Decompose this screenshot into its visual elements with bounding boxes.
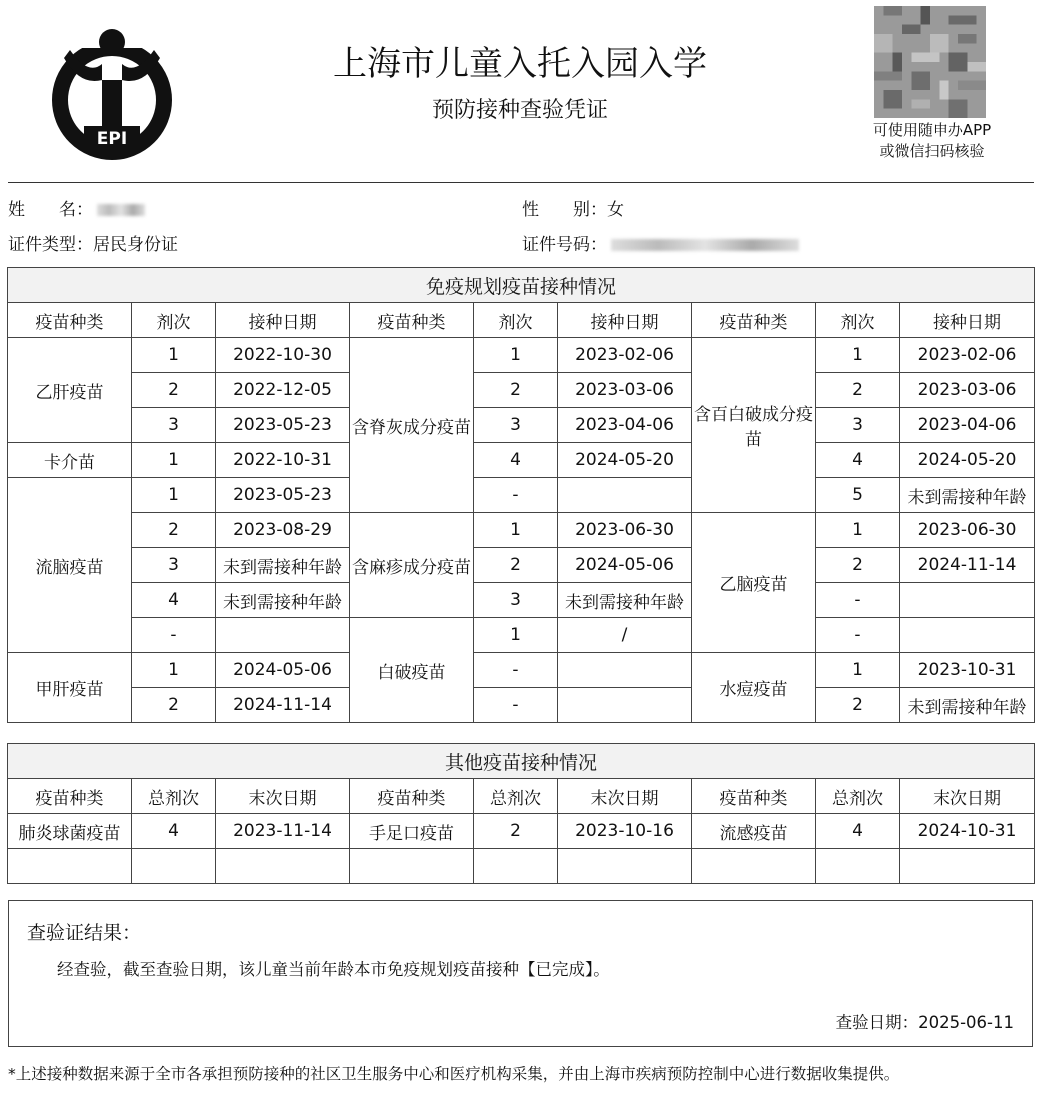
table-cell: 乙肝疫苗 [8, 338, 132, 443]
table-cell: 甲肝疫苗 [8, 653, 132, 723]
table-cell: 1 [474, 338, 558, 373]
table-cell: - [474, 653, 558, 688]
table-cell: 含麻疹成分疫苗 [350, 513, 474, 618]
table-cell: 3 [474, 408, 558, 443]
table-cell: 2022-10-31 [216, 443, 350, 478]
id-type-value: 居民身份证 [93, 235, 178, 255]
id-number-row [522, 230, 799, 255]
table-cell: 流感疫苗 [692, 814, 816, 849]
table-row [8, 548, 1035, 583]
table-cell: 3 [132, 408, 216, 443]
table-cell: 2023-10-31 [900, 653, 1035, 688]
table-cell: 2023-03-06 [558, 373, 692, 408]
table-cell: 白破疫苗 [350, 618, 474, 723]
table-cell: - [816, 583, 900, 618]
table-cell: 2023-05-23 [216, 408, 350, 443]
table-cell: 未到需接种年龄 [216, 548, 350, 583]
table-cell: 2 [816, 548, 900, 583]
table-cell [900, 849, 1035, 884]
table-cell: 4 [132, 814, 216, 849]
table-cell: 2023-02-06 [900, 338, 1035, 373]
table-cell: 1 [474, 618, 558, 653]
table-cell: 疫苗种类 [8, 779, 132, 814]
table-cell: 手足口疫苗 [350, 814, 474, 849]
table-cell: 2024-05-20 [900, 443, 1035, 478]
table-cell: 末次日期 [558, 779, 692, 814]
table-cell [900, 583, 1035, 618]
check-date-label: 查验日期： [835, 1013, 919, 1032]
table-cell: 2022-12-05 [216, 373, 350, 408]
table-cell: 2023-08-29 [216, 513, 350, 548]
table-cell [692, 849, 816, 884]
table-cell: 肺炎球菌疫苗 [8, 814, 132, 849]
id-type-label: 证件类型： [8, 235, 93, 255]
table-cell: 剂次 [474, 303, 558, 338]
table-cell [816, 849, 900, 884]
table-cell: 疫苗种类 [8, 303, 132, 338]
table-cell: 2023-03-06 [900, 373, 1035, 408]
table-cell: 疫苗种类 [350, 303, 474, 338]
id-type-row [8, 230, 178, 255]
other-table-caption: 其他疫苗接种情况 [8, 744, 1035, 779]
table-cell [216, 849, 350, 884]
table-row [8, 373, 1035, 408]
table-cell: 水痘疫苗 [692, 653, 816, 723]
table-cell: 剂次 [816, 303, 900, 338]
table-cell: 2024-05-06 [216, 653, 350, 688]
table-cell: 2024-10-31 [900, 814, 1035, 849]
table-cell: 2024-11-14 [216, 688, 350, 723]
table-cell: 2 [474, 548, 558, 583]
check-date [836, 1009, 1014, 1033]
table-cell: 未到需接种年龄 [900, 688, 1035, 723]
table-cell: 2023-11-14 [216, 814, 350, 849]
table-cell: 剂次 [132, 303, 216, 338]
table-cell: 2 [474, 814, 558, 849]
table-cell: 4 [816, 814, 900, 849]
table-cell: 疫苗种类 [350, 779, 474, 814]
table-row [8, 618, 1035, 653]
table-cell: 2023-05-23 [216, 478, 350, 513]
table-cell: 1 [132, 443, 216, 478]
table-row [8, 653, 1035, 688]
table-cell: 1 [816, 653, 900, 688]
table-cell: 2023-04-06 [900, 408, 1035, 443]
table-cell: 2024-05-20 [558, 443, 692, 478]
table-cell: 2 [474, 373, 558, 408]
result-box [8, 900, 1033, 1047]
result-heading: 查验证结果： [27, 922, 142, 944]
table-cell: 2022-10-30 [216, 338, 350, 373]
table-cell: 4 [816, 443, 900, 478]
table-cell [558, 653, 692, 688]
table-cell [474, 849, 558, 884]
table-cell: 3 [474, 583, 558, 618]
plan-table-caption: 免疫规划疫苗接种情况 [8, 268, 1035, 303]
table-cell: 总剂次 [132, 779, 216, 814]
table-cell [216, 618, 350, 653]
gender-label: 性 别： [522, 200, 607, 220]
table-cell: 含百白破成分疫苗 [692, 338, 816, 513]
document-title: 上海市儿童入托入园入学 [333, 44, 707, 84]
id-number-label: 证件号码： [522, 235, 607, 255]
table-cell: 2 [132, 373, 216, 408]
qr-caption: 可使用随申办APP 或微信扫码核验 [872, 121, 992, 160]
logo-text: EPI [96, 129, 128, 149]
table-cell [132, 849, 216, 884]
table-row [8, 814, 1035, 849]
table-cell: 未到需接种年龄 [216, 583, 350, 618]
table-cell: 4 [474, 443, 558, 478]
table-cell: 2023-10-16 [558, 814, 692, 849]
table-cell [558, 849, 692, 884]
table-cell: 1 [132, 338, 216, 373]
name-redacted [97, 204, 145, 216]
table-cell: 乙脑疫苗 [692, 513, 816, 653]
table-cell: 卡介苗 [8, 443, 132, 478]
table-cell [8, 849, 132, 884]
footnote: *上述接种数据来源于全市各承担预防接种的社区卫生服务中心和医疗机构采集，并由上海市疾病预防控制中心进行数据收集提供。 [8, 1065, 900, 1083]
table-cell: 2 [132, 688, 216, 723]
plan-vaccine-table [7, 267, 1035, 723]
gender-row [522, 195, 624, 220]
table-cell: - [816, 618, 900, 653]
table-cell: 含脊灰成分疫苗 [350, 338, 474, 513]
table-cell [900, 618, 1035, 653]
table-row [8, 688, 1035, 723]
table-cell: 2023-04-06 [558, 408, 692, 443]
name-row [8, 195, 145, 220]
table-cell: - [474, 688, 558, 723]
table-cell: 未到需接种年龄 [558, 583, 692, 618]
table-cell [350, 849, 474, 884]
qr-code[interactable] [874, 6, 986, 118]
table-cell: 接种日期 [900, 303, 1035, 338]
table-cell: 疫苗种类 [692, 779, 816, 814]
table-cell: 2 [816, 688, 900, 723]
gender-value: 女 [607, 200, 624, 220]
table-cell: - [474, 478, 558, 513]
check-date-value: 2025-06-11 [918, 1013, 1014, 1032]
table-cell: 1 [816, 338, 900, 373]
table-row [8, 478, 1035, 513]
table-cell: 2023-02-06 [558, 338, 692, 373]
table-row [8, 443, 1035, 478]
table-cell: 3 [816, 408, 900, 443]
epi-logo [48, 28, 176, 160]
table-cell: 2024-11-14 [900, 548, 1035, 583]
table-cell: 2 [132, 513, 216, 548]
table-cell: 2023-06-30 [900, 513, 1035, 548]
table-cell: 末次日期 [900, 779, 1035, 814]
table-cell: 未到需接种年龄 [900, 478, 1035, 513]
table-row [8, 513, 1035, 548]
table-cell: 5 [816, 478, 900, 513]
table-row [8, 338, 1035, 373]
table-row [8, 849, 1035, 884]
table-cell: 4 [132, 583, 216, 618]
table-cell: 1 [132, 653, 216, 688]
table-cell: 接种日期 [558, 303, 692, 338]
table-cell: 总剂次 [816, 779, 900, 814]
result-body: 经查验，截至查验日期，该儿童当前年龄本市免疫规划疫苗接种【已完成】。 [57, 960, 610, 979]
table-cell: 流脑疫苗 [8, 478, 132, 653]
table-cell: / [558, 618, 692, 653]
table-cell: 2 [816, 373, 900, 408]
other-vaccine-table [7, 743, 1035, 884]
table-cell: 1 [816, 513, 900, 548]
table-cell: 总剂次 [474, 779, 558, 814]
name-label: 姓 名： [8, 200, 93, 220]
plan-table-header [8, 303, 1035, 338]
table-cell: - [132, 618, 216, 653]
document-subtitle: 预防接种查验凭证 [431, 98, 608, 123]
id-number-redacted [611, 239, 799, 251]
table-cell: 3 [132, 548, 216, 583]
table-cell: 1 [474, 513, 558, 548]
other-table-header [8, 779, 1035, 814]
table-cell: 1 [132, 478, 216, 513]
table-cell: 2023-06-30 [558, 513, 692, 548]
table-cell [558, 688, 692, 723]
table-cell: 接种日期 [216, 303, 350, 338]
table-cell: 末次日期 [216, 779, 350, 814]
table-row [8, 408, 1035, 443]
table-cell [558, 478, 692, 513]
table-row [8, 583, 1035, 618]
table-cell: 疫苗种类 [692, 303, 816, 338]
table-cell: 2024-05-06 [558, 548, 692, 583]
header-divider [8, 182, 1034, 183]
